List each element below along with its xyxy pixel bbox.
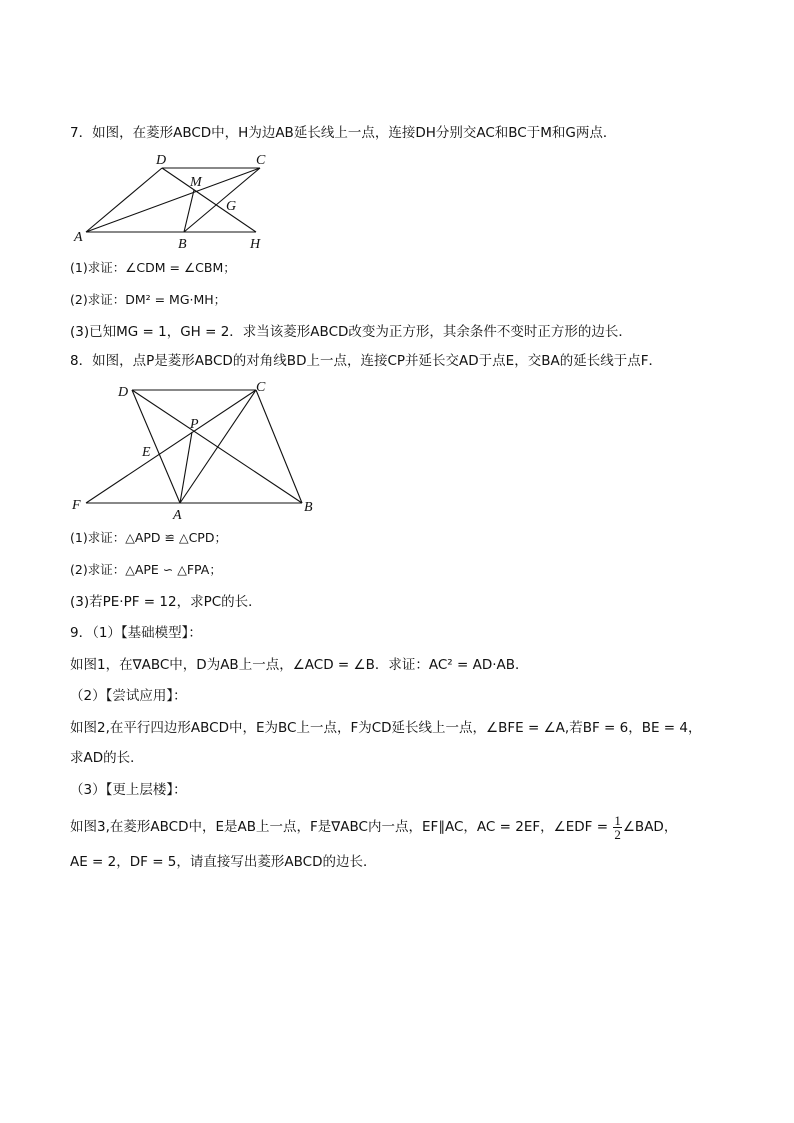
fraction-numerator: 1 xyxy=(614,812,621,828)
q7-label-g: G xyxy=(226,199,237,214)
q9-part3-text-after-fraction: ∠BAD， xyxy=(622,819,678,835)
q8-title: 8．如图，点P是菱形ABCD的对角线BD上一点，连接CP并延长交AD于点E，交BA的延长线于点F． xyxy=(70,353,662,369)
q7-part1: (1)求证：∠CDM = ∠CBM； xyxy=(70,260,236,275)
q8-part1: (1)求证：△APD ≌ △CPD； xyxy=(70,530,227,545)
q9-part2-statement-line1: 如图2,在平行四边形ABCD中，E为BC上一点，F为CD延长线上一点，∠BFE = ∠A,若BF = 6，BE = 4， xyxy=(70,720,702,736)
q9-part3-statement-line1 xyxy=(70,812,677,842)
q9-title: 9．（1）【基础模型】： xyxy=(70,625,202,641)
q8-label-a: A xyxy=(173,508,182,521)
q7-label-h: H xyxy=(250,237,261,252)
q8-label-e: E xyxy=(142,445,151,460)
q9-part3-statement-line2: AE = 2，DF = 5，请直接写出菱形ABCD的边长． xyxy=(70,854,377,870)
q9-part3-heading: （3）【更上层楼】： xyxy=(70,782,187,798)
q7-label-b: B xyxy=(178,237,187,252)
q7-label-m: M xyxy=(190,175,202,190)
q7-label-d: D xyxy=(156,153,167,168)
q7-part2: (2)求证：DM² = MG·MH； xyxy=(70,292,227,307)
q8-part3: (3)若PE·PF = 12，求PC的长． xyxy=(70,594,262,610)
q8-label-c: C xyxy=(256,380,266,395)
q8-part2: (2)求证：△APE ∽ △FPA； xyxy=(70,562,222,577)
q9-part2-heading: （2）【尝试应用】： xyxy=(70,688,187,704)
q8-label-b: B xyxy=(304,500,313,515)
q8-figure xyxy=(70,376,320,521)
q8-label-f: F xyxy=(72,498,81,513)
q7-label-c: C xyxy=(256,153,266,168)
fraction-denominator: 2 xyxy=(614,826,621,842)
q9-part3-text-before-fraction: 如图3,在菱形ABCD中，E是AB上一点，F是∇ABC内一点，EF∥AC，AC = 2EF，∠EDF = xyxy=(70,819,613,835)
one-half-fraction xyxy=(613,814,622,841)
q7-figure xyxy=(70,148,280,253)
q8-label-p: P xyxy=(190,417,199,432)
q7-part3: (3)已知MG = 1，GH = 2．求当该菱形ABCD改变为正方形，其余条件不变时正方形的边长． xyxy=(70,324,632,340)
q7-title: 7．如图，在菱形ABCD中，H为边AB延长线上一点，连接DH分别交AC和BC于M和G两点． xyxy=(70,125,617,141)
q7-label-a: A xyxy=(74,230,83,245)
q9-part2-statement-line2: 求AD的长． xyxy=(70,750,144,766)
q9-part1-statement: 如图1，在∇ABC中，D为AB上一点，∠ACD = ∠B．求证：AC² = AD·AB． xyxy=(70,657,529,673)
q8-label-d: D xyxy=(118,385,129,400)
